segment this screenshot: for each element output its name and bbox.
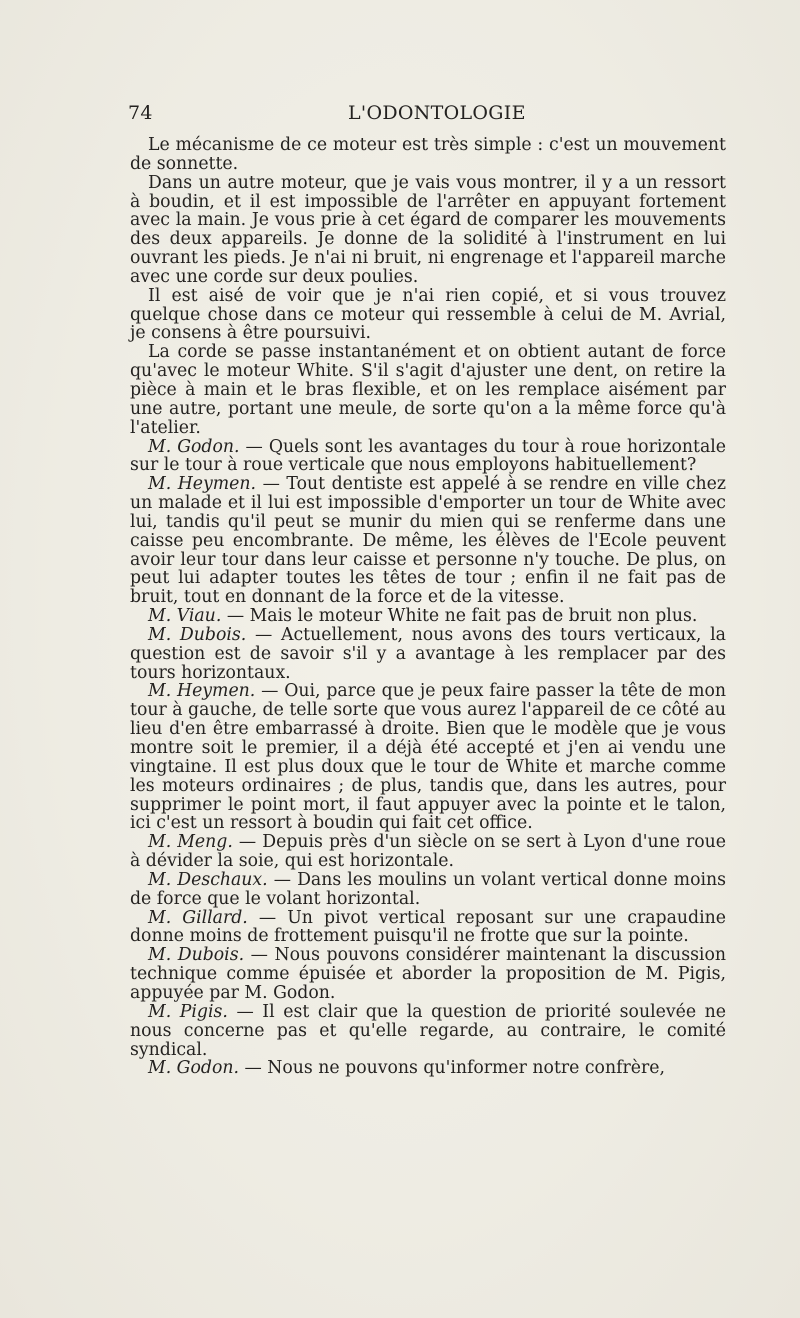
speaker-name: M. Gillard. bbox=[148, 907, 248, 928]
paragraph bbox=[130, 287, 726, 344]
speech-text: — Il est clair que la question de priorité soulevée ne nous concerne pas et qu'elle regarde, au contraire, le comité syndical. bbox=[130, 1001, 726, 1060]
speaker-name: M. Heymen. bbox=[148, 474, 257, 495]
page-number: 74 bbox=[128, 102, 153, 124]
paragraph bbox=[130, 174, 726, 287]
speech-text: — Un pivot vertical reposant sur une crapaudine donne moins de frottement puisqu'il ne frotte que sur la pointe. bbox=[130, 907, 726, 947]
speech-text: — Tout dentiste est appelé à se rendre en ville chez un malade et il lui est impossible d'emporter un tour de White avec lui, tandis qu'il peut se munir du mien qui se renferme dans une caisse peu encombrante. De même, les élèves de l'Ecole peuvent avoir leur tour dans leur caisse et personne n'y touche. De plus, on peut lui adapter toutes les têtes de tour ; enfin il ne fait pas de bruit, tout en donnant de la force et de la vitesse. bbox=[130, 474, 726, 608]
dialogue-paragraph bbox=[130, 475, 726, 607]
speech-text: — Nous ne pouvons qu'informer notre confrère, bbox=[244, 1058, 665, 1079]
speaker-name: M. Meng. bbox=[148, 832, 233, 853]
body-text bbox=[130, 136, 726, 1078]
speech-text: — Dans les moulins un volant vertical donne moins de force que le volant horizontal. bbox=[130, 869, 726, 909]
dialogue-paragraph bbox=[130, 833, 726, 871]
dialogue-paragraph bbox=[130, 1059, 726, 1078]
speech-text: — Actuellement, nous avons des tours verticaux, la question est de savoir s'il y a avantage à les remplacer par des tours horizontaux. bbox=[130, 624, 726, 683]
running-title: L'ODONTOLOGIE bbox=[348, 102, 526, 124]
speaker-name: M. Dubois. bbox=[148, 945, 245, 966]
speaker-name: M. Dubois. bbox=[148, 624, 247, 645]
speaker-name: M. Godon. bbox=[148, 436, 240, 457]
paragraph-text: Le mécanisme de ce moteur est très simple : c'est un mouvement de sonnette. bbox=[130, 135, 726, 174]
paragraph bbox=[130, 136, 726, 174]
paragraph-text: Il est aisé de voir que je n'ai rien copié, et si vous trouvez quelque chose dans ce moteur qui ressemble à celui de M. Avrial, je consens à être poursuivi. bbox=[130, 285, 726, 344]
dialogue-paragraph bbox=[130, 682, 726, 833]
speech-text: — Oui, parce que je peux faire passer la tête de mon tour à gauche, de telle sorte que vous aurez l'appareil de ce côté au lieu d'en être embarrassé à droite. Bien que le modèle que je vous montre soit le premier, il a déjà été accepté et j'en ai vendu une vingtaine. Il est plus doux que le tour de White et marche comme les moteurs ordinaires ; de plus, tandis que, dans les autres, pour supprimer le point mort, il faut appuyer avec la pointe et le talon, ici c'est un ressort à boudin qui fait cet office. bbox=[130, 681, 726, 834]
speaker-name: M. Pigis. bbox=[148, 1001, 228, 1022]
dialogue-paragraph bbox=[130, 607, 726, 626]
dialogue-paragraph bbox=[130, 909, 726, 947]
dialogue-paragraph bbox=[130, 871, 726, 909]
paragraph-text: Dans un autre moteur, que je vais vous montrer, il y a un ressort à boudin, et il est impossible de l'arrêter en appuyant fortement avec la main. Je vous prie à cet égard de comparer les mouvements des deux appareils. Je donne de la solidité à l'instrument en lui ouvrant les pieds. Je n'ai ni bruit, ni engrenage et l'appareil marche avec une corde sur deux poulies. bbox=[130, 172, 726, 287]
speech-text: — Depuis près d'un siècle on se sert à Lyon d'une roue à dévider la soie, qui est horizontale. bbox=[130, 832, 727, 872]
paragraph bbox=[130, 343, 726, 437]
speaker-name: M. Deschaux. bbox=[148, 869, 268, 890]
dialogue-paragraph bbox=[130, 438, 726, 476]
dialogue-paragraph bbox=[130, 946, 726, 1003]
speech-text: — Mais le moteur White ne fait pas de bruit non plus. bbox=[226, 606, 698, 627]
speech-text: — Quels sont les avantages du tour à roue horizontale sur le tour à roue verticale que nous employons habituellement? bbox=[130, 436, 727, 476]
page-header bbox=[128, 100, 726, 126]
paragraph-text: La corde se passe instantanément et on obtient autant de force qu'avec le moteur White. S'il s'agit d'ajuster une dent, on retire la pièce à main et le bras flexible, et on les remplace aisément par une autre, portant une meule, de sorte qu'on a la même force qu'à l'atelier. bbox=[130, 342, 726, 438]
speech-text: — Nous pouvons considérer maintenant la discussion technique comme épuisée et aborder la proposition de M. Pigis, appuyée par M. Godon. bbox=[130, 945, 726, 1003]
dialogue-paragraph bbox=[130, 626, 726, 683]
speaker-name: M. Heymen. bbox=[148, 681, 256, 702]
speaker-name: M. Godon. bbox=[148, 1058, 239, 1079]
speaker-name: M. Viau. bbox=[148, 606, 222, 627]
dialogue-paragraph bbox=[130, 1003, 726, 1060]
